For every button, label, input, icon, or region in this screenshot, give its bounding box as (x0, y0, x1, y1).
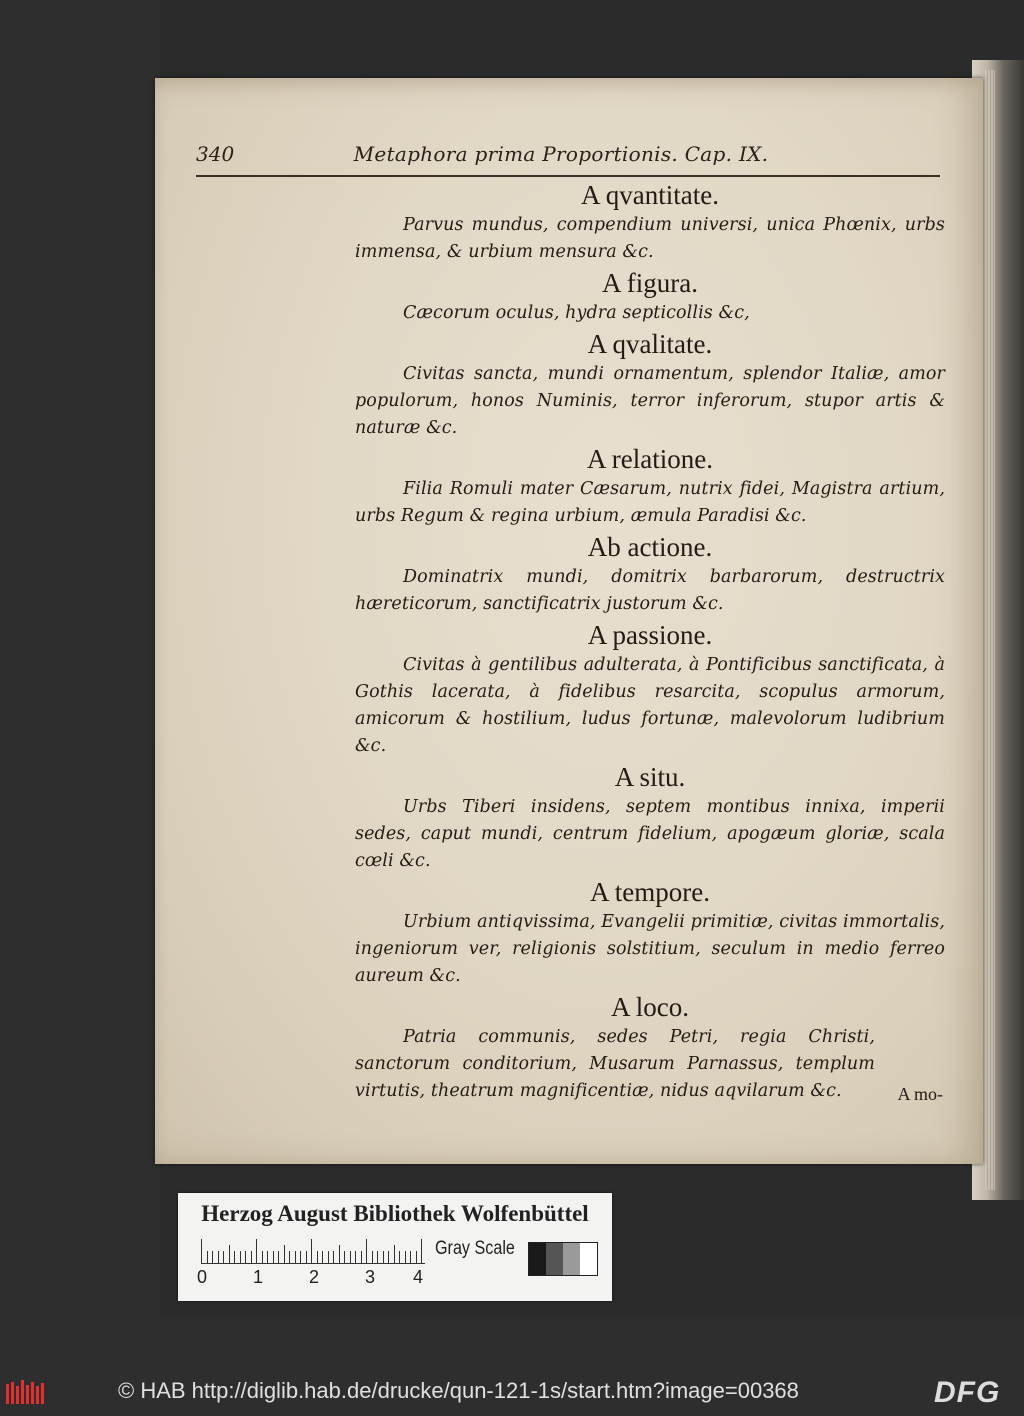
section-body: Civitas à gentilibus adulterata, à Pontificibus sanctificata, à Gothis lacerata, à fidelibus resarcita, scopulus armorum, amicorum & hostilium, ludus fortunæ, malevolorum ludibrium &c. (355, 655, 945, 756)
ruler-number: 3 (364, 1267, 375, 1287)
ruler-tick (311, 1239, 312, 1263)
ruler-tick (278, 1251, 279, 1263)
ruler-number: 2 (308, 1267, 319, 1287)
section-heading: A passione. (587, 620, 713, 650)
ruler-tick (421, 1239, 422, 1263)
section-body: Urbs Tiberi insidens, septem montibus innixa, imperii sedes, caput mundi, centrum fidelium, apogæum gloriæ, scala cœli &c. (355, 797, 945, 871)
ruler-tick (212, 1251, 213, 1263)
section-heading: A loco. (611, 992, 689, 1022)
ruler-tick (366, 1239, 367, 1263)
ruler-tick (245, 1251, 246, 1263)
ruler-tick (300, 1251, 301, 1263)
ruler-tick (229, 1245, 230, 1263)
section-body: Dominatrix mundi, domitrix barbarorum, destructrix hæreticorum, sanctificatrix justorum &c. (355, 567, 945, 614)
ruler-tick (306, 1251, 307, 1263)
ruler-tick (350, 1251, 351, 1263)
section-body: Filia Romuli mater Cæsarum, nutrix fidei, Magistra artium, urbs Regum & regina urbium, æmula Paradisi &c. (355, 479, 945, 526)
section-heading: A situ. (614, 762, 686, 792)
cm-ruler (201, 1239, 425, 1264)
ruler-tick (218, 1251, 219, 1263)
ruler-tick (284, 1245, 285, 1263)
page-number: 340 (196, 142, 235, 166)
section-body: Civitas sancta, mundi ornamentum, splendor Italiæ, amor populorum, honos Numinis, terror inferorum, stupor artis & naturæ &c. (355, 364, 945, 438)
ruler-tick (394, 1245, 395, 1263)
ruler-tick (262, 1251, 263, 1263)
ruler-tick (399, 1251, 400, 1263)
ruler-tick (234, 1251, 235, 1263)
footer-link[interactable]: © HAB http://diglib.hab.de/drucke/qun-121-1s/start.htm?image=00368 (118, 1378, 799, 1403)
ruler-tick (344, 1251, 345, 1263)
ruler-number: 4 (412, 1267, 423, 1287)
section-heading: A relatione. (587, 444, 713, 474)
ruler-tick (256, 1239, 257, 1263)
ruler-tick (289, 1251, 290, 1263)
ruler-tick (339, 1245, 340, 1263)
ruler-tick (388, 1251, 389, 1263)
page-stack-lines (985, 70, 995, 1190)
running-head-title: Metaphora prima Proportionis. Cap. IX. (353, 142, 769, 166)
gray-swatch (546, 1243, 563, 1275)
section-heading: Ab actione. (587, 532, 713, 562)
ruler-tick (333, 1251, 334, 1263)
ruler-tick (267, 1251, 268, 1263)
ruler-number: 1 (252, 1267, 263, 1287)
ruler-tick (295, 1251, 296, 1263)
library-name: Herzog August Bibliothek Wolfenbüttel (201, 1201, 589, 1226)
ruler-tick (416, 1251, 417, 1263)
section-body: Urbium antiqvissima, Evangelii primitiæ, civitas immortalis, ingeniorum ver, religionis solstitium, seculum in medio ferreo aureum &c. (355, 912, 945, 986)
ruler-tick (317, 1251, 318, 1263)
ruler-tick (322, 1251, 323, 1263)
ruler-tick (383, 1251, 384, 1263)
gray-scale-label: Gray Scale (435, 1238, 515, 1259)
ruler-tick (207, 1251, 208, 1263)
ruler-tick (377, 1251, 378, 1263)
page-text (355, 178, 945, 1105)
last-paragraph (355, 1024, 945, 1105)
left-board (0, 0, 160, 1416)
ruler-tick (372, 1251, 373, 1263)
section-heading: A tempore. (590, 877, 710, 907)
dfg-logo: DFG (934, 1376, 1001, 1409)
gray-scale-swatches (528, 1242, 598, 1276)
ruler-tick (223, 1251, 224, 1263)
section-body: Patria communis, sedes Petri, regia Christi, sanctorum conditorium, Musarum Parnassus, templum virtutis, theatrum magnificentiæ, nidus aqvilarum &c. (355, 1027, 875, 1101)
library-scale-label (178, 1193, 612, 1301)
ruler-tick (405, 1251, 406, 1263)
ruler-tick (328, 1251, 329, 1263)
running-head (196, 142, 940, 176)
running-head-rule (196, 175, 940, 177)
gray-swatch (580, 1243, 597, 1275)
ruler-tick (251, 1251, 252, 1263)
section-body: Parvus mundus, compendium universi, unica Phœnix, urbs immensa, & urbium mensura &c. (355, 215, 945, 262)
section-heading: A qvantitate. (581, 180, 719, 210)
section-body: Cæcorum oculus, hydra septicollis &c, (403, 303, 750, 323)
ruler-tick (361, 1251, 362, 1263)
ruler-tick (240, 1251, 241, 1263)
ruler-tick (273, 1251, 274, 1263)
ruler-tick (410, 1251, 411, 1263)
ruler-number: 0 (196, 1267, 207, 1287)
gray-swatch (529, 1243, 546, 1275)
section-heading: A qvalitate. (587, 329, 713, 359)
section-heading: A figura. (602, 268, 698, 298)
ruler-tick (201, 1239, 202, 1263)
ruler-tick (355, 1251, 356, 1263)
hab-logo-icon (6, 1380, 46, 1406)
catchword: A mo- (897, 1084, 943, 1104)
gray-swatch (563, 1243, 580, 1275)
